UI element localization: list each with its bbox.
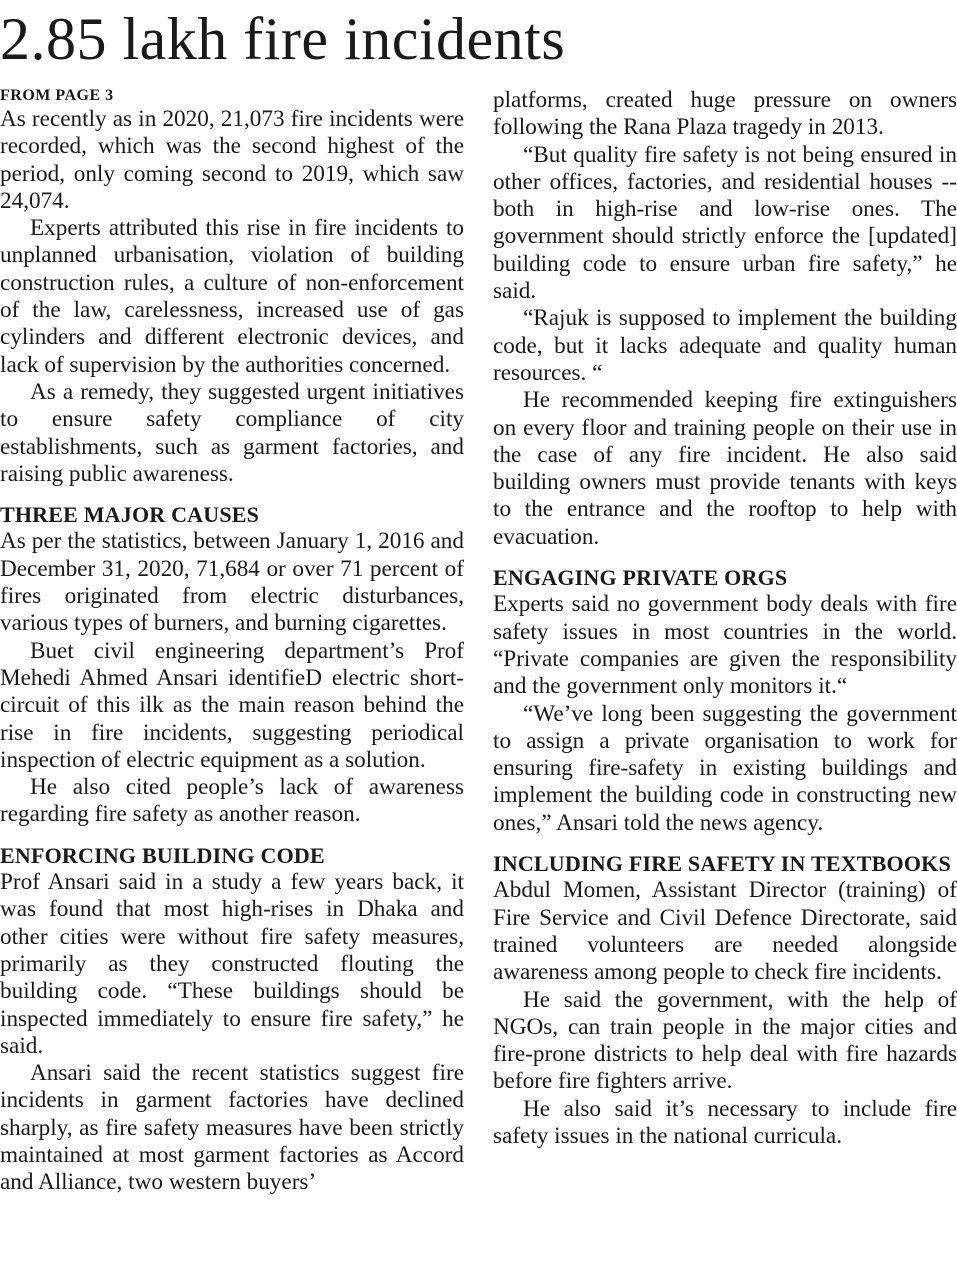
paragraph: Ansari said the recent statistics suggest fire incidents in garment factories have declined sharply, as fire safety measures have been strictly maintained at most garment factories as Accord and Alliance, two western buyers’ — [0, 1060, 464, 1196]
paragraph: Experts attributed this rise in fire incidents to unplanned urbanisation, violation of building construction rules, a culture of non-enforcement of the law, carelessness, increased use of gas cylinders and different electronic devices, and lack of supervision by the authorities concerned. — [0, 215, 464, 378]
paragraph: Buet civil engineering department’s Prof Mehedi Ahmed Ansari identifieD electric short-circuit of this ilk as the main reason behind the rise in fire incidents, suggesting periodical inspection of electric equipment as a solution. — [0, 637, 464, 773]
subheading-three-major-causes: THREE MAJOR CAUSES — [0, 502, 260, 528]
paragraph: Abdul Momen, Assistant Director (training) of Fire Service and Civil Defence Directorate, said trained volunteers are needed alongside awareness among people to check fire incidents. — [493, 877, 957, 986]
paragraph: Prof Ansari said in a study a few years back, it was found that most high-rises in Dhaka and other cities were without fire safety measures, primarily as they constructed flouting the building code. “These buildings should be inspected immediately to ensure fire safety,” he said. — [0, 869, 464, 1059]
paragraph: He also said it’s necessary to include fire safety issues in the national curricula. — [493, 1095, 957, 1149]
subheading-including-fire-safety: INCLUDING FIRE SAFETY IN TEXTBOOKS — [493, 851, 951, 877]
paragraph: He recommended keeping fire extinguishers on every floor and training people on their use in the case of any fire incident. He also said building owners must provide tenants with keys to the entrance and the rooftop to help with evacuation. — [493, 387, 957, 550]
paragraph: “We’ve long been suggesting the government to assign a private organisation to work for ensuring fire-safety in existing buildings and implement the building code in constructing new ones,” Ansari told the news agency. — [493, 700, 957, 836]
paragraph: He said the government, with the help of NGOs, can train people in the major cities and fire-prone districts to help deal with fire hazards before fire fighters arrive. — [493, 986, 957, 1095]
paragraph: As a remedy, they suggested urgent initiatives to ensure safety compliance of city establishments, such as garment factories, and raising public awareness. — [0, 378, 464, 487]
left-column — [0, 86, 464, 1197]
paragraph: He also cited people’s lack of awareness regarding fire safety as another reason. — [0, 774, 464, 828]
subheading-engaging-private-orgs: ENGAGING PRIVATE ORGS — [493, 565, 788, 591]
paragraph: Experts said no government body deals with fire safety issues in most countries in the world. “Private companies are given the responsibility and the government only monitors it.“ — [493, 591, 957, 700]
right-column — [493, 87, 957, 1150]
paragraph: As recently as in 2020, 21,073 fire incidents were recorded, which was the second highest of the period, only coming second to 2019, which saw 24,074. — [0, 106, 464, 214]
paragraph: platforms, created huge pressure on owners following the Rana Plaza tragedy in 2013. — [493, 87, 957, 141]
paragraph: As per the statistics, between January 1, 2016 and December 31, 2020, 71,684 or over 71 percent of fires originated from electric disturbances, various types of burners, and burning cigarettes. — [0, 528, 464, 637]
paragraph: “Rajuk is supposed to implement the building code, but it lacks adequate and quality human resources. “ — [493, 305, 957, 386]
subheading-enforcing-building-code: ENFORCING BUILDING CODE — [0, 842, 325, 868]
headline: 2.85 lakh fire incidents — [0, 6, 566, 72]
continuation-kicker: FROM PAGE 3 — [0, 87, 114, 104]
paragraph: “But quality fire safety is not being ensured in other offices, factories, and residential houses -- both in high-rise and low-rise ones. The government should strictly enforce the [updated] building code to ensure urban fire safety,” he said. — [493, 141, 957, 305]
